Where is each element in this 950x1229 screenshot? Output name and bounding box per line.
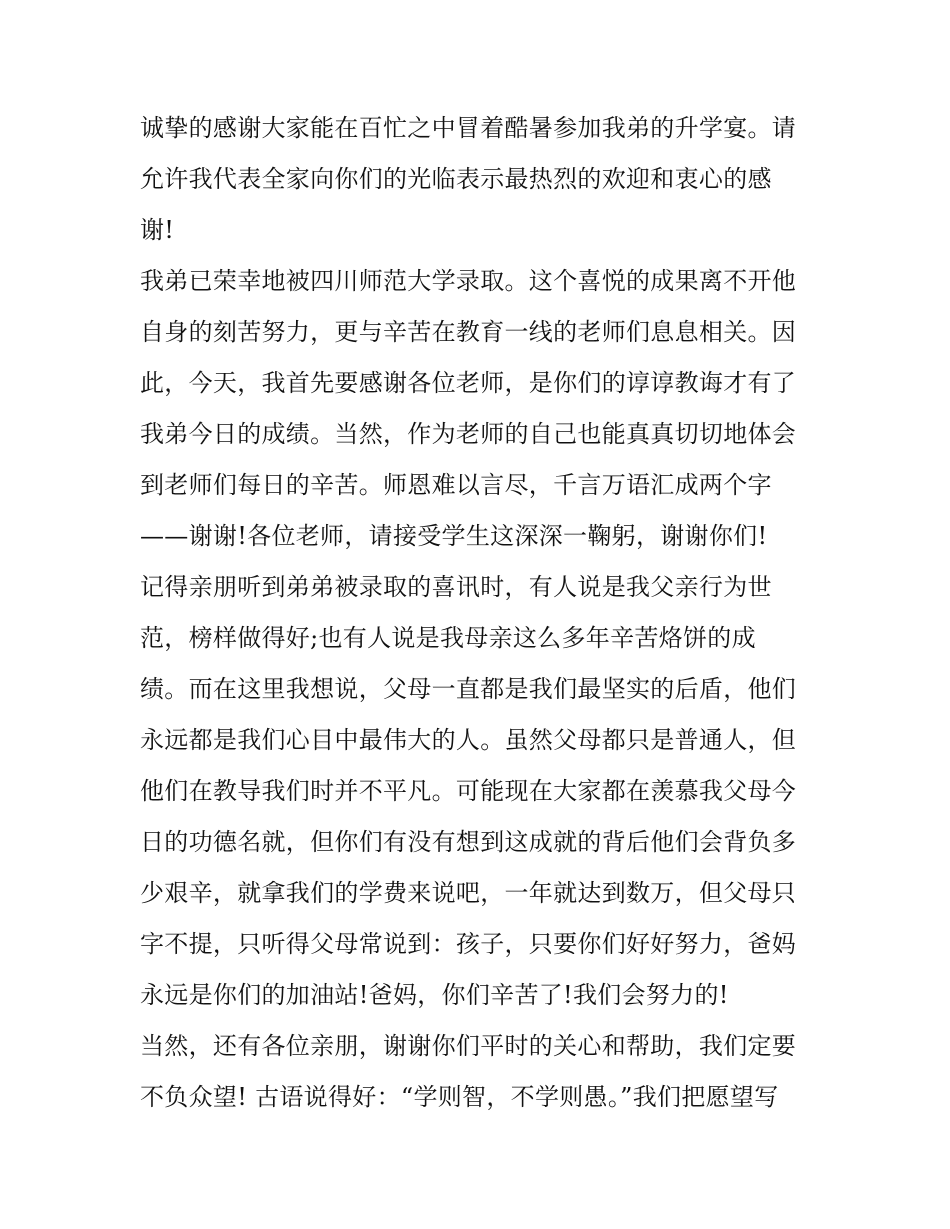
text-line: 记得亲朋听到弟弟被录取的喜讯时，有人说是我父亲行为世 [140, 573, 772, 601]
text-line: 诚挚的感谢大家能在百忙之中冒着酷暑参加我弟的升学宴。请 [140, 114, 797, 142]
text-line: 永远都是我们心目中最伟大的人。虽然父母都只是普通人，但 [140, 726, 797, 754]
text-line: 日的功德名就，但你们有没有想到这成就的背后他们会背负多 [140, 828, 797, 856]
text-line: 我弟已荣幸地被四川师范大学录取。这个喜悦的成果离不开他 [140, 267, 797, 295]
text-line: 我弟今日的成绩。当然，作为老师的自己也能真真切切地体会 [140, 420, 797, 448]
text-line: 到老师们每日的辛苦。师恩难以言尽，千言万语汇成两个字 [140, 471, 772, 499]
text-line: 绩。而在这里我想说，父母一直都是我们最坚实的后盾，他们 [140, 675, 797, 703]
text-line: 少艰辛，就拿我们的学费来说吧，一年就达到数万，但父母只 [140, 879, 797, 907]
text-line: 永远是你们的加油站!爸妈，你们辛苦了!我们会努力的! [140, 981, 729, 1009]
text-line: 谢! [140, 216, 175, 244]
text-line: 自身的刻苦努力，更与辛苦在教育一线的老师们息息相关。因 [140, 318, 797, 346]
text-line: 允许我代表全家向你们的光临表示最热烈的欢迎和衷心的感 [140, 165, 772, 193]
text-line: 字不提，只听得父母常说到：孩子，只要你们好好努力，爸妈 [140, 930, 797, 958]
text-line: ——谢谢!各位老师，请接受学生这深深一鞠躬，谢谢你们! [140, 522, 768, 550]
text-line: 他们在教导我们时并不平凡。可能现在大家都在羡慕我父母今 [140, 777, 797, 805]
text-line: 范，榜样做得好;也有人说是我母亲这么多年辛苦烙饼的成 [140, 624, 756, 652]
text-line: 此，今天，我首先要感谢各位老师，是你们的谆谆教诲才有了 [140, 369, 797, 397]
text-line: 当然，还有各位亲朋，谢谢你们平时的关心和帮助，我们定要 [140, 1032, 797, 1060]
text-line: 不负众望! 古语说得好：“学则智，不学则愚。”我们把愿望写 [140, 1083, 779, 1111]
